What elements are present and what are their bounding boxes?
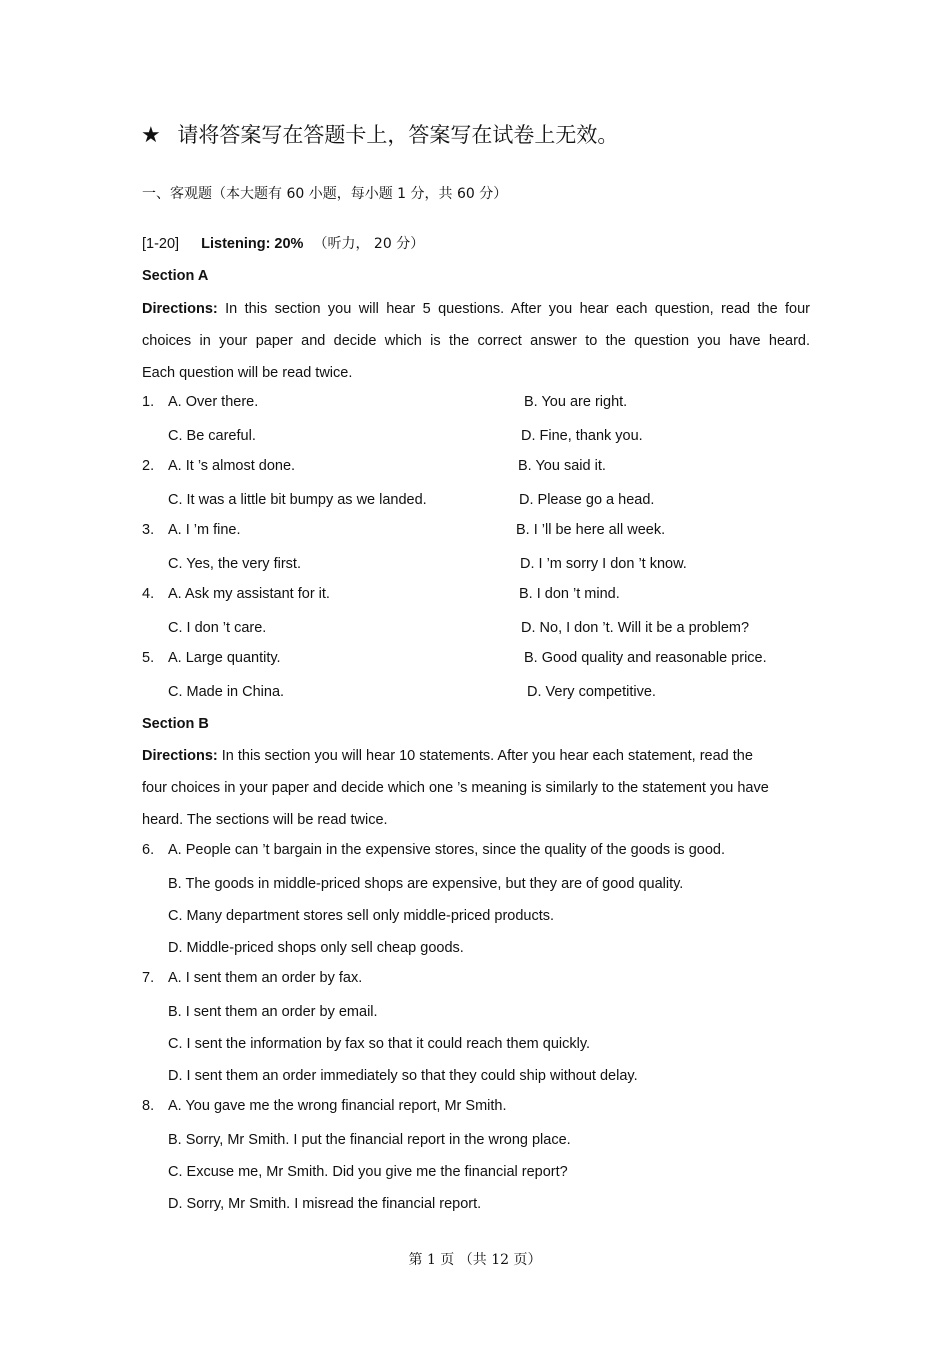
option-b: B. Sorry, Mr Smith. I put the financial report in the wrong place. [168,1132,571,1148]
option-b: B. I don ’t mind. [519,586,620,602]
directions-label: Directions: [142,748,218,764]
option-d: D. Fine, thank you. [521,428,643,444]
option-a: A. It ’s almost done. [168,458,296,474]
option-b: B. I ’ll be here all week. [516,522,666,538]
section-a-title: Section A [142,268,209,284]
option-c: C. I don ’t care. [168,620,267,636]
section-a-directions-line-1: Directions: In this section you will hear 5 questions. After you hear each question, read the four [142,301,811,317]
option-b: B. I sent them an order by email. [168,1004,378,1020]
option-c: C. It was a little bit bumpy as we landed. [168,492,427,508]
directions-label: Directions: [142,301,218,317]
option-a: A. Over there. [168,394,259,410]
option-c: C. I sent the information by fax so that it could reach them quickly. [168,1036,591,1052]
option-c: C. Be careful. [168,428,256,444]
option-d: D. I sent them an order immediately so that they could ship without delay. [168,1068,638,1084]
section-b-directions-line-1: Directions: In this section you will hear 10 statements. After you hear each statement, read the [142,748,753,764]
question-number: 8. [142,1098,155,1114]
section-b-directions-line-2: four choices in your paper and decide which one ’s meaning is similarly to the statement you have [142,780,769,796]
listening-cn: （听力， 20 分） [313,236,425,252]
listening-title: Listening: 20% [201,236,304,252]
option-c: C. Yes, the very first. [168,556,301,572]
option-c: C. Excuse me, Mr Smith. Did you give me the financial report? [168,1164,568,1180]
option-d: D. Please go a head. [519,492,655,508]
listening-range: [1-20] [142,236,180,252]
exam-notice [141,119,618,149]
option-a: A. I sent them an order by fax. [168,970,363,986]
section-a-directions-line-2: choices in your paper and decide which is the correct answer to the question you have heard. [142,333,810,349]
option-a: A. People can ’t bargain in the expensive stores, since the quality of the goods is good. [168,842,725,858]
option-d: D. Middle-priced shops only sell cheap goods. [168,940,464,956]
question-number: 6. [142,842,155,858]
section-b-directions-line-3: heard. The sections will be read twice. [142,812,388,828]
question-number: 3. [142,522,155,538]
star-icon: ★ [141,123,161,148]
section-b-directions [142,740,810,836]
question-number: 5. [142,650,155,666]
option-d: D. Sorry, Mr Smith. I misread the financial report. [168,1196,482,1212]
part-heading: 一、客观题（本大题有 60 小题，每小题 1 分，共 60 分） [142,186,508,202]
question-number: 2. [142,458,155,474]
option-c: C. Many department stores sell only middle-priced products. [168,908,555,924]
option-b: B. You are right. [524,394,628,410]
option-a: A. You gave me the wrong financial report, Mr Smith. [168,1098,507,1114]
option-b: B. You said it. [518,458,606,474]
option-b: B. The goods in middle-priced shops are expensive, but they are of good quality. [168,876,684,892]
section-b-title: Section B [142,716,209,732]
page-footer: 第 1 页 （共 12 页） [408,1252,542,1268]
option-d: D. I ’m sorry I don ’t know. [520,556,687,572]
option-c: C. Made in China. [168,684,285,700]
question-number: 1. [142,394,155,410]
notice-text: 请将答案写在答题卡上，答案写在试卷上无效。 [177,123,619,147]
option-d: D. Very competitive. [527,684,656,700]
option-a: A. Ask my assistant for it. [168,586,330,602]
listening-heading [142,233,424,253]
question-number: 4. [142,586,155,602]
option-a: A. Large quantity. [168,650,281,666]
option-b: B. Good quality and reasonable price. [524,650,767,666]
question-number: 7. [142,970,155,986]
option-d: D. No, I don ’t. Will it be a problem? [521,620,750,636]
section-a-directions-line-3: Each question will be read twice. [142,365,353,381]
section-a-directions [142,293,810,389]
option-a: A. I ’m fine. [168,522,241,538]
